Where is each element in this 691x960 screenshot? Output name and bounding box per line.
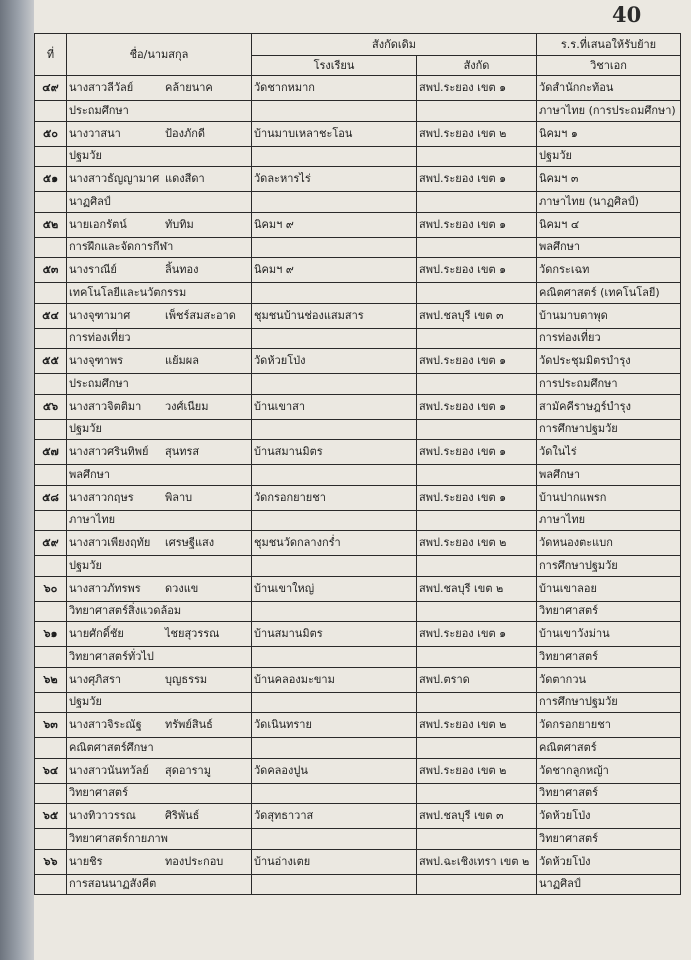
table-body [35, 76, 681, 895]
last-name: ทองประกอบ [165, 854, 224, 868]
header-row-1 [35, 34, 681, 56]
origin-affiliation: สพป.ระยอง เขต ๑ [417, 167, 537, 192]
current-major: ภาษาไทย [67, 510, 252, 531]
blank-cell [252, 783, 417, 804]
blank-cell [252, 647, 417, 668]
current-major: วิทยาศาสตร์กายภาพ [67, 829, 252, 850]
current-major: ปฐมวัย [67, 146, 252, 167]
row-number: ๕๘ [35, 485, 67, 510]
target-school: วัดตากวน [537, 667, 681, 692]
first-name: นางราณีย์ [69, 263, 117, 276]
target-major: วิทยาศาสตร์ [537, 783, 681, 804]
header-school: โรงเรียน [252, 56, 417, 76]
blank-cell [417, 237, 537, 258]
header-origin: สังกัดเดิม [252, 34, 537, 56]
first-name: นางสาวธัญญามาศ [69, 172, 160, 185]
row-number: ๖๒ [35, 667, 67, 692]
origin-affiliation: สพป.ระยอง เขต ๑ [417, 76, 537, 101]
target-major: ภาษาไทย [537, 510, 681, 531]
first-name: นางสาวจิระณัฐ [69, 718, 142, 731]
target-school: นิคมฯ ๓ [537, 167, 681, 192]
blank-cell [417, 692, 537, 713]
first-name: นางศุภิสรา [69, 672, 122, 686]
table-row [35, 76, 681, 101]
table-subrow [35, 101, 681, 122]
target-school: วัดประชุมมิตรบำรุง [537, 349, 681, 374]
first-name: นางสาวศรินทิพย์ [69, 445, 149, 458]
page-number: 40 [612, 2, 642, 27]
target-school: วัดกรอกยายชา [537, 713, 681, 738]
target-major: วิทยาศาสตร์ [537, 647, 681, 668]
table-row [35, 758, 681, 783]
last-name: ดวงแข [165, 581, 199, 595]
current-major: การท่องเที่ยว [67, 328, 252, 349]
table-row [35, 485, 681, 510]
first-name: นางจุฑาพร [69, 354, 123, 367]
table-subrow [35, 237, 681, 258]
table-subrow [35, 419, 681, 440]
row-number: ๕๔ [35, 303, 67, 328]
target-major: วิทยาศาสตร์ [537, 601, 681, 622]
origin-school: บ้านเขาสา [252, 394, 417, 419]
origin-affiliation: สพป.ชลบุรี เขต ๓ [417, 303, 537, 328]
teacher-name-cell [67, 758, 252, 783]
teacher-name-cell [67, 804, 252, 829]
origin-affiliation: สพป.ตราด [417, 667, 537, 692]
table-row [35, 622, 681, 647]
current-major: ปฐมวัย [67, 556, 252, 577]
row-number-blank [35, 556, 67, 577]
row-number: ๖๖ [35, 849, 67, 874]
row-number: ๕๖ [35, 394, 67, 419]
first-name: นางวาสนา [69, 126, 121, 140]
table-row [35, 531, 681, 556]
row-number-blank [35, 647, 67, 668]
origin-affiliation: สพป.ชลบุรี เขต ๒ [417, 576, 537, 601]
target-major: การท่องเที่ยว [537, 328, 681, 349]
table-subrow [35, 692, 681, 713]
blank-cell [417, 283, 537, 304]
row-number: ๕๑ [35, 167, 67, 192]
last-name: เศรษฐีแสง [165, 536, 215, 549]
target-school: บ้านเขาวังม่าน [537, 622, 681, 647]
current-major: ปฐมวัย [67, 692, 252, 713]
blank-cell [417, 328, 537, 349]
first-name: นางสาวลีวัลย์ [69, 81, 134, 94]
row-number-blank [35, 783, 67, 804]
origin-school: บ้านสมานมิตร [252, 622, 417, 647]
origin-school: บ้านสมานมิตร [252, 440, 417, 465]
origin-affiliation: สพป.ระยอง เขต ๒ [417, 758, 537, 783]
target-school: สามัคคีราษฎร์บำรุง [537, 394, 681, 419]
blank-cell [417, 556, 537, 577]
blank-cell [417, 738, 537, 759]
first-name: นางสาวกฤษร [69, 490, 134, 504]
current-major: การฝึกและจัดการกีฬา [67, 237, 252, 258]
target-school: วัดในไร่ [537, 440, 681, 465]
row-number-blank [35, 328, 67, 349]
table-subrow [35, 738, 681, 759]
origin-affiliation: สพป.ฉะเชิงเทรา เขต ๒ [417, 849, 537, 874]
current-major: ปฐมวัย [67, 419, 252, 440]
teacher-name-cell [67, 349, 252, 374]
row-number: ๕๐ [35, 121, 67, 146]
row-number-blank [35, 146, 67, 167]
blank-cell [252, 101, 417, 122]
target-major: การศึกษาปฐมวัย [537, 692, 681, 713]
last-name: เพ็ชร์สมสะอาด [165, 308, 236, 322]
target-major: การศึกษาปฐมวัย [537, 556, 681, 577]
first-name: นายชิร [69, 854, 103, 868]
origin-school: วัดชากหมาก [252, 76, 417, 101]
last-name: ทรัพย์สินธ์ [165, 718, 213, 731]
last-name: พิลาบ [165, 490, 193, 504]
blank-cell [417, 146, 537, 167]
row-number-blank [35, 829, 67, 850]
table-subrow [35, 283, 681, 304]
target-major: ภาษาไทย (การประถมศึกษา) [537, 101, 681, 122]
header-no: ที่ [35, 34, 67, 76]
target-major: พลศึกษา [537, 465, 681, 486]
target-school: วัดห้วยโป่ง [537, 804, 681, 829]
current-major: การสอนนาฏสังคีต [67, 874, 252, 895]
origin-affiliation: สพป.ระยอง เขต ๑ [417, 622, 537, 647]
teacher-name-cell [67, 394, 252, 419]
blank-cell [252, 465, 417, 486]
origin-affiliation: สพป.ระยอง เขต ๒ [417, 531, 537, 556]
row-number-blank [35, 237, 67, 258]
blank-cell [417, 783, 537, 804]
row-number-blank [35, 465, 67, 486]
table-row [35, 804, 681, 829]
target-school: บ้านมาบตาพุด [537, 303, 681, 328]
row-number-blank [35, 738, 67, 759]
last-name: ไชยสุวรรณ [165, 627, 220, 640]
teacher-name-cell [67, 849, 252, 874]
origin-school: นิคมฯ ๙ [252, 258, 417, 283]
origin-affiliation: สพป.ระยอง เขต ๑ [417, 394, 537, 419]
origin-affiliation: สพป.ระยอง เขต ๑ [417, 440, 537, 465]
teacher-name-cell [67, 303, 252, 328]
target-major: นาฏศิลป์ [537, 874, 681, 895]
origin-school: วัดเนินทราย [252, 713, 417, 738]
table-subrow [35, 328, 681, 349]
table-row [35, 212, 681, 237]
target-school: วัดห้วยโป่ง [537, 849, 681, 874]
last-name: บุญธรรม [165, 672, 208, 686]
current-major: คณิตศาสตร์ศึกษา [67, 738, 252, 759]
last-name: สุดอารามู [165, 763, 211, 777]
last-name: วงศ์เนียม [165, 399, 209, 413]
teacher-name-cell [67, 531, 252, 556]
row-number: ๖๐ [35, 576, 67, 601]
current-major: วิทยาศาสตร์ทั่วไป [67, 647, 252, 668]
table-row [35, 713, 681, 738]
origin-school: วัดคลองปูน [252, 758, 417, 783]
blank-cell [252, 510, 417, 531]
header-name: ชื่อ/นามสกุล [67, 34, 252, 76]
blank-cell [252, 829, 417, 850]
current-major: พลศึกษา [67, 465, 252, 486]
row-number-blank [35, 510, 67, 531]
teacher-name-cell [67, 212, 252, 237]
table-subrow [35, 829, 681, 850]
target-major: คณิตศาสตร์ (เทคโนโลยี) [537, 283, 681, 304]
first-name: นางสาวจิตติมา [69, 399, 142, 413]
table-row [35, 440, 681, 465]
teacher-name-cell [67, 121, 252, 146]
origin-affiliation: สพป.ระยอง เขต ๑ [417, 258, 537, 283]
header-major: วิชาเอก [537, 56, 681, 76]
current-major: นาฏศิลป์ [67, 192, 252, 213]
blank-cell [417, 465, 537, 486]
table-subrow [35, 146, 681, 167]
last-name: แย้มผล [165, 354, 199, 367]
row-number-blank [35, 419, 67, 440]
table-row [35, 576, 681, 601]
origin-school: วัดห้วยโป่ง [252, 349, 417, 374]
blank-cell [417, 874, 537, 895]
current-major: วิทยาศาสตร์สิ่งแวดล้อม [67, 601, 252, 622]
table-subrow [35, 510, 681, 531]
origin-school: วัดกรอกยายชา [252, 485, 417, 510]
blank-cell [252, 601, 417, 622]
target-major: การประถมศึกษา [537, 374, 681, 395]
teacher-name-cell [67, 576, 252, 601]
table-subrow [35, 374, 681, 395]
origin-school: นิคมฯ ๙ [252, 212, 417, 237]
row-number-blank [35, 874, 67, 895]
target-major: การศึกษาปฐมวัย [537, 419, 681, 440]
target-major: ปฐมวัย [537, 146, 681, 167]
blank-cell [252, 237, 417, 258]
target-school: นิคมฯ ๑ [537, 121, 681, 146]
header-affiliation: สังกัด [417, 56, 537, 76]
first-name: นางสาวภัทรพร [69, 581, 141, 595]
origin-affiliation: สพป.ระยอง เขต ๒ [417, 713, 537, 738]
row-number: ๖๓ [35, 713, 67, 738]
first-name: นางสาวเพียงฤทัย [69, 536, 151, 549]
table-row [35, 349, 681, 374]
target-school: นิคมฯ ๔ [537, 212, 681, 237]
teacher-transfer-table [34, 33, 681, 895]
blank-cell [252, 419, 417, 440]
teacher-name-cell [67, 622, 252, 647]
first-name: นายเอกรัตน์ [69, 217, 127, 231]
book-binding-edge [0, 0, 34, 960]
row-number: ๖๕ [35, 804, 67, 829]
row-number: ๕๓ [35, 258, 67, 283]
row-number-blank [35, 283, 67, 304]
last-name: ทับทิม [165, 217, 194, 231]
row-number-blank [35, 692, 67, 713]
first-name: นางสาวนันทวัลย์ [69, 763, 149, 777]
target-school: บ้านปากแพรก [537, 485, 681, 510]
origin-school: บ้านมาบเหลาชะโอน [252, 121, 417, 146]
blank-cell [252, 192, 417, 213]
row-number: ๕๒ [35, 212, 67, 237]
row-number: ๖๑ [35, 622, 67, 647]
current-major: ประถมศึกษา [67, 101, 252, 122]
target-school: บ้านเขาลอย [537, 576, 681, 601]
teacher-name-cell [67, 258, 252, 283]
table-subrow [35, 556, 681, 577]
blank-cell [417, 374, 537, 395]
teacher-name-cell [67, 485, 252, 510]
origin-affiliation: สพป.ระยอง เขต ๒ [417, 121, 537, 146]
origin-school: บ้านอ่างเตย [252, 849, 417, 874]
origin-school: วัดละหารไร่ [252, 167, 417, 192]
target-school: วัดสำนักกะท้อน [537, 76, 681, 101]
header-target-school: ร.ร.ที่เสนอให้รับย้าย [537, 34, 681, 56]
target-major: พลศึกษา [537, 237, 681, 258]
row-number-blank [35, 101, 67, 122]
table-subrow [35, 647, 681, 668]
last-name: แดงสีดา [165, 172, 205, 185]
teacher-name-cell [67, 713, 252, 738]
table-subrow [35, 874, 681, 895]
table-row [35, 167, 681, 192]
blank-cell [252, 738, 417, 759]
blank-cell [252, 283, 417, 304]
row-number: ๕๙ [35, 531, 67, 556]
first-name: นางจุฑามาศ [69, 308, 131, 322]
row-number: ๕๗ [35, 440, 67, 465]
blank-cell [417, 829, 537, 850]
blank-cell [252, 146, 417, 167]
table-row [35, 303, 681, 328]
blank-cell [417, 419, 537, 440]
target-school: วัดชากลูกหญ้า [537, 758, 681, 783]
teacher-name-cell [67, 76, 252, 101]
target-major: วิทยาศาสตร์ [537, 829, 681, 850]
origin-school: ชุมชนบ้านช่องแสมสาร [252, 303, 417, 328]
origin-affiliation: สพป.ระยอง เขต ๑ [417, 485, 537, 510]
row-number: ๕๕ [35, 349, 67, 374]
blank-cell [252, 874, 417, 895]
origin-school: บ้านเขาใหญ่ [252, 576, 417, 601]
row-number: ๖๔ [35, 758, 67, 783]
origin-school: วัดสุทธาวาส [252, 804, 417, 829]
last-name: ลิ้นทอง [165, 263, 199, 276]
first-name: นายศักดิ์ชัย [69, 627, 124, 640]
blank-cell [417, 101, 537, 122]
blank-cell [252, 374, 417, 395]
table-row [35, 258, 681, 283]
table-row [35, 849, 681, 874]
blank-cell [252, 328, 417, 349]
first-name: นางทิวาวรรณ [69, 809, 136, 822]
target-school: วัดหนองตะแบก [537, 531, 681, 556]
table-subrow [35, 465, 681, 486]
row-number-blank [35, 601, 67, 622]
row-number: ๔๙ [35, 76, 67, 101]
target-school: วัดกระเฉท [537, 258, 681, 283]
table-subrow [35, 601, 681, 622]
table-row [35, 394, 681, 419]
target-major: คณิตศาสตร์ [537, 738, 681, 759]
last-name: ป้องภักดี [165, 126, 206, 140]
origin-school: บ้านคลองมะขาม [252, 667, 417, 692]
last-name: ศิริพันธ์ [165, 809, 200, 822]
table-row [35, 667, 681, 692]
teacher-name-cell [67, 167, 252, 192]
last-name: คล้ายนาค [165, 81, 213, 94]
current-major: ประถมศึกษา [67, 374, 252, 395]
blank-cell [417, 192, 537, 213]
blank-cell [417, 647, 537, 668]
teacher-name-cell [67, 667, 252, 692]
blank-cell [417, 510, 537, 531]
teacher-name-cell [67, 440, 252, 465]
current-major: วิทยาศาสตร์ [67, 783, 252, 804]
table-subrow [35, 783, 681, 804]
row-number-blank [35, 374, 67, 395]
last-name: สุนทรส [165, 445, 200, 458]
table-row [35, 121, 681, 146]
row-number-blank [35, 192, 67, 213]
origin-affiliation: สพป.ระยอง เขต ๑ [417, 212, 537, 237]
table-subrow [35, 192, 681, 213]
blank-cell [417, 601, 537, 622]
origin-school: ชุมชนวัดกลางกร่ำ [252, 531, 417, 556]
target-major: ภาษาไทย (นาฏศิลป์) [537, 192, 681, 213]
blank-cell [252, 556, 417, 577]
current-major: เทคโนโลยีและนวัตกรรม [67, 283, 252, 304]
blank-cell [252, 692, 417, 713]
origin-affiliation: สพป.ชลบุรี เขต ๓ [417, 804, 537, 829]
origin-affiliation: สพป.ระยอง เขต ๑ [417, 349, 537, 374]
